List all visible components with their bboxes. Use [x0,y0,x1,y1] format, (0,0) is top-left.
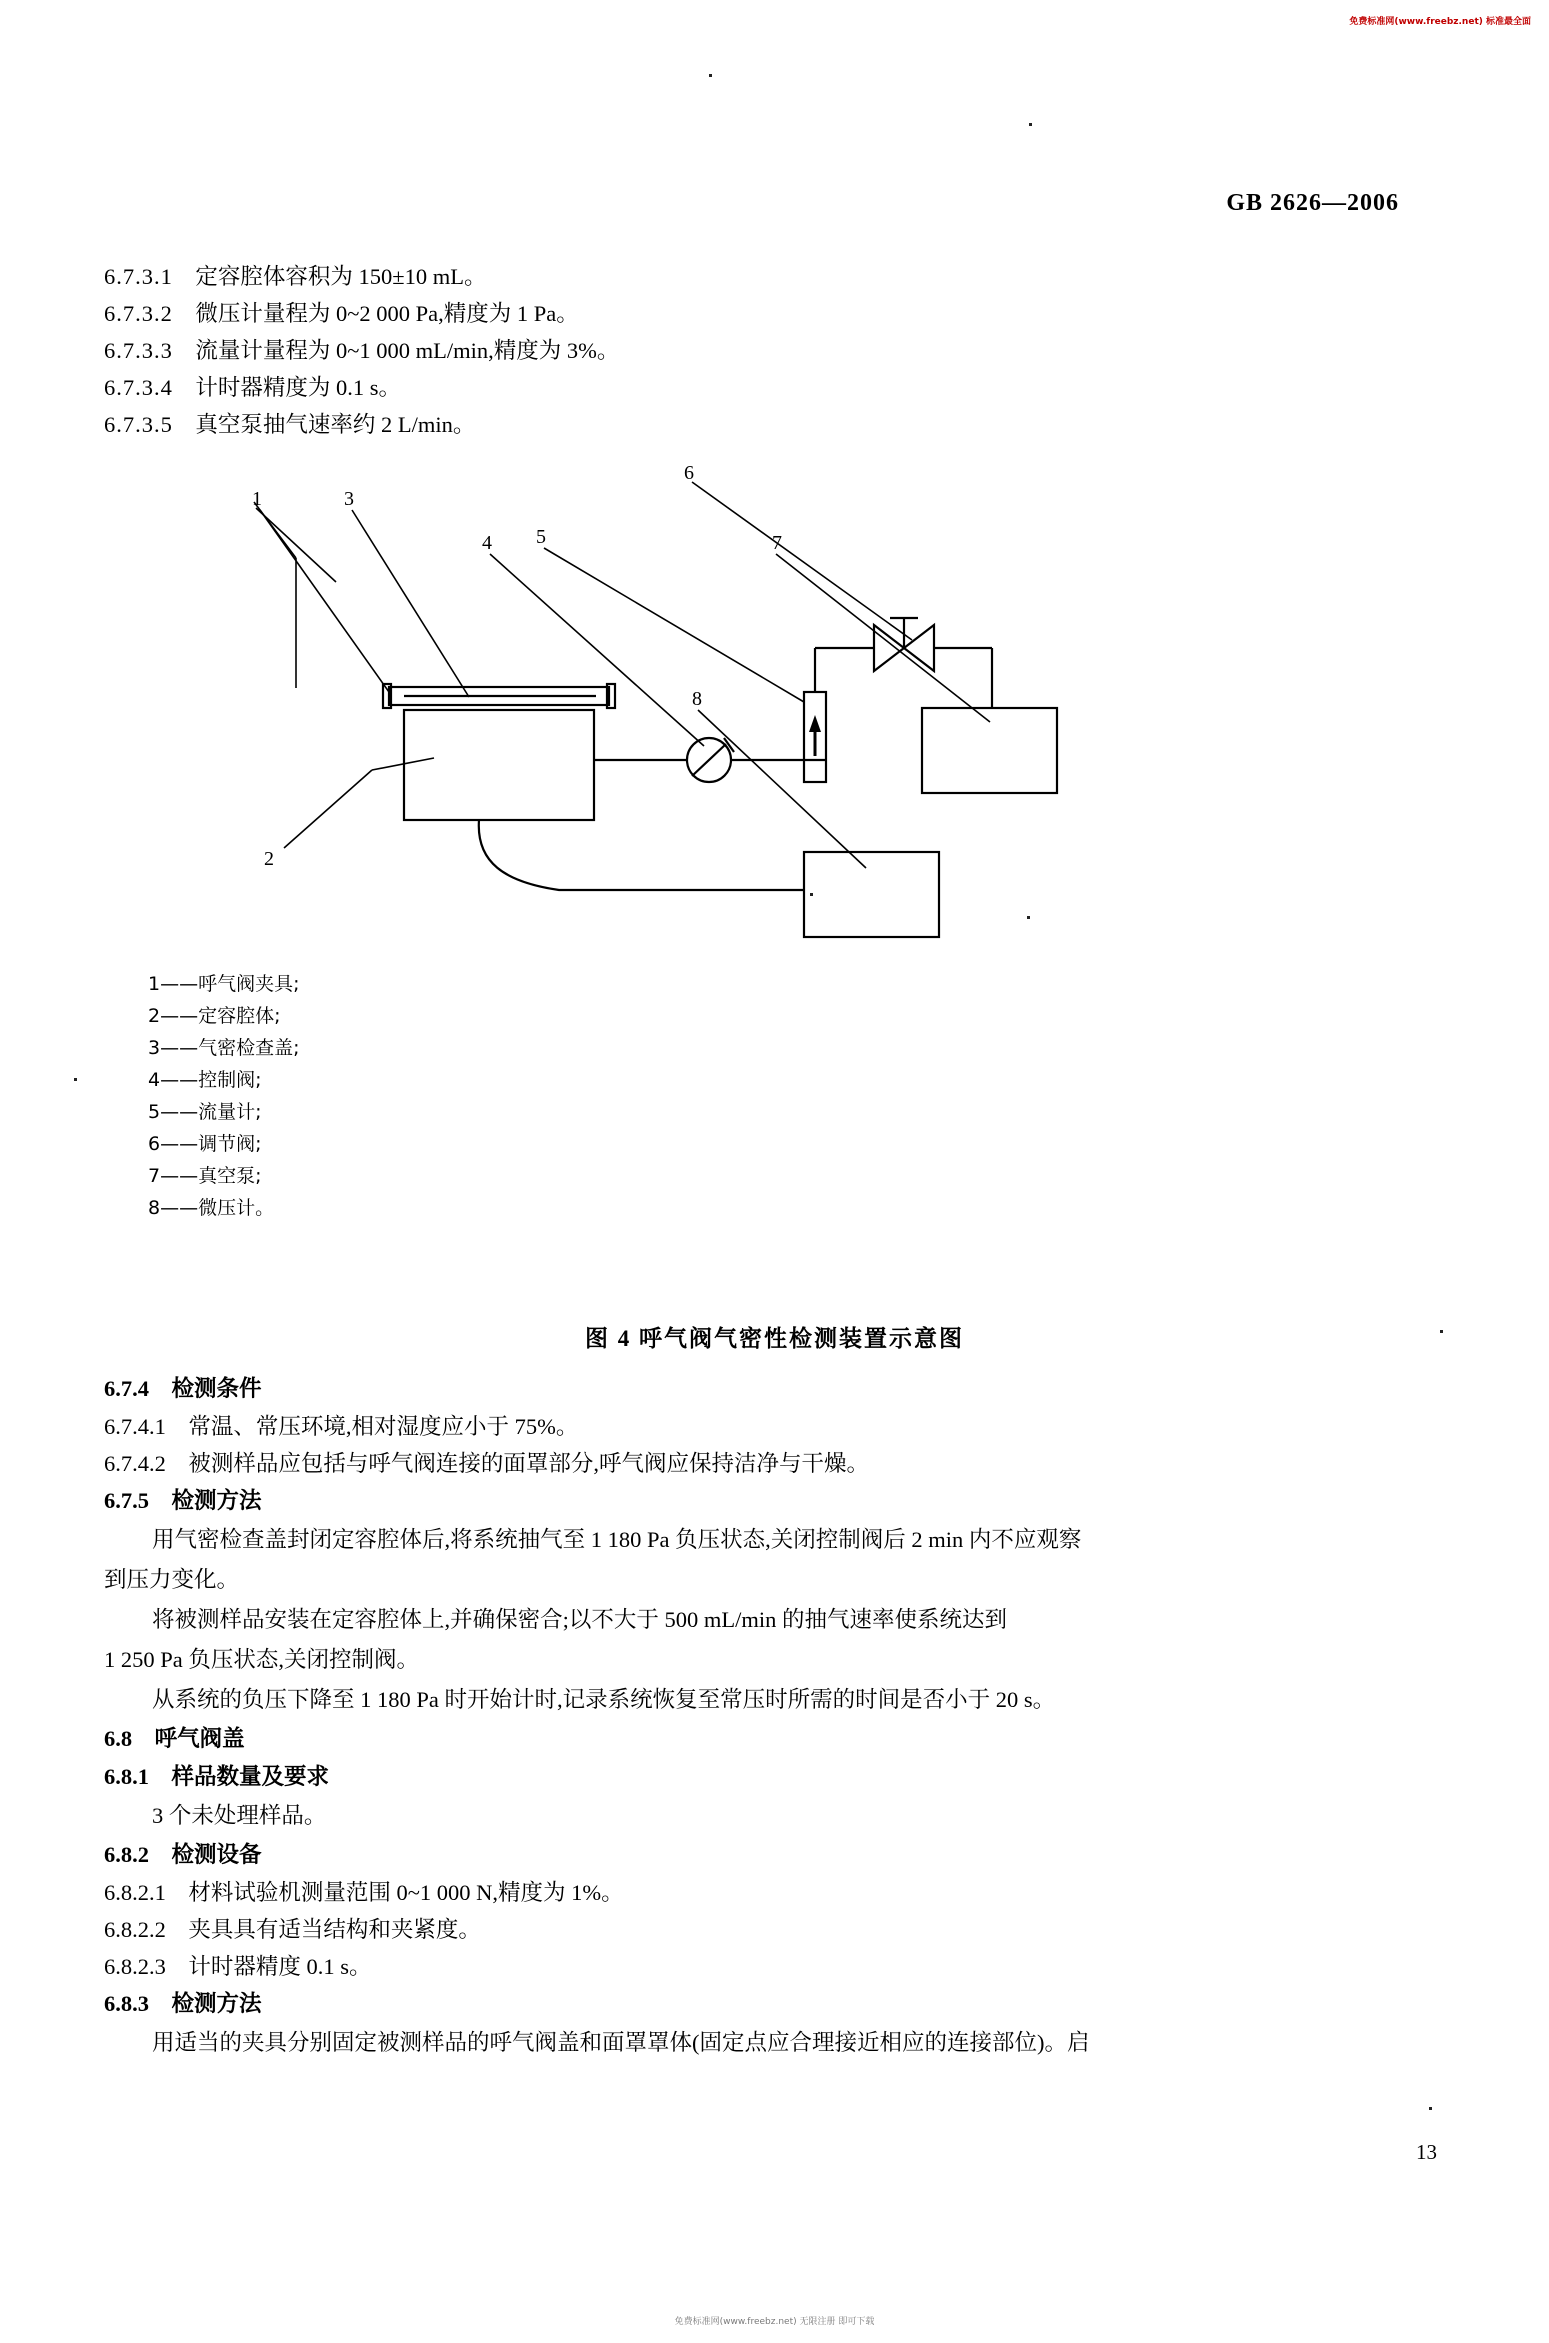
clause-line [104,406,1424,443]
clause-text: 被测样品应包括与呼气阀连接的面罩部分,呼气阀应保持洁净与干燥。 [188,1451,870,1476]
clause-line [104,332,1424,369]
clause-text: 计时器精度 0.1 s。 [188,1954,372,1979]
section-heading [104,1985,1434,2023]
figure-legend [148,968,300,1224]
paragraph-continuation: 1 250 Pa 负压状态,关闭控制阀。 [104,1647,420,1672]
section-title: 样品数量及要求 [171,1764,330,1789]
figure-callout-7: 7 [772,532,782,554]
legend-item: 3——气密检查盖; [148,1037,300,1059]
scan-speckle [1029,123,1032,126]
paragraph: 从系统的负压下降至 1 180 Pa 时开始计时,记录系统恢复至常压时所需的时间是否小于 20 s。 [152,1687,1056,1712]
clause-line [104,258,1424,295]
clause-line [104,1874,1434,1911]
clause-line [104,1408,1434,1445]
scan-speckle [1429,2107,1432,2110]
section-heading [104,1758,1434,1796]
scan-speckle [709,74,712,77]
clause-text: 微压计量程为 0~2 000 Pa,精度为 1 Pa。 [195,301,579,326]
paragraph: 3 个未处理样品。 [152,1803,327,1828]
clause-number: 6.8.2.3 [104,1954,166,1979]
clause-text: 流量计量程为 0~1 000 mL/min,精度为 3%。 [195,338,620,363]
section-number: 6.8.2 [104,1842,149,1867]
paragraph: 用适当的夹具分别固定被测样品的呼气阀盖和面罩罩体(固定点应合理接近相应的连接部位)。启 [152,2030,1090,2055]
figure-4-diagram [104,462,1424,970]
section-title: 检测方法 [171,1991,262,2016]
clause-line [104,1445,1434,1482]
clause-number: 6.7.4.1 [104,1414,166,1439]
watermark-top-text: 免费标准网(www.freebz.net) 标准最全面 [1349,17,1531,27]
section-heading [104,1370,1434,1408]
section-title: 检测条件 [171,1376,262,1401]
paragraph: 用气密检查盖封闭定容腔体后,将系统抽气至 1 180 Pa 负压状态,关闭控制阀后 2 min 内不应观察 [152,1527,1082,1552]
figure-callout-8: 8 [692,688,702,710]
clause-line [104,295,1424,332]
figure-callout-6: 6 [684,462,694,484]
page-number: 13 [1416,2140,1437,2164]
clause-line [104,1948,1434,1985]
legend-item: 1——呼气阀夹具; [148,973,300,995]
clauses-top-block [104,258,1424,443]
section-heading [104,1836,1434,1874]
standard-code-header: GB 2626—2006 [1226,190,1399,216]
clause-number: 6.7.3.1 [104,264,173,289]
clause-number: 6.7.4.2 [104,1451,166,1476]
legend-item: 4——控制阀; [148,1069,262,1091]
legend-item: 2——定容腔体; [148,1005,281,1027]
scan-speckle [74,1078,77,1081]
clause-text: 定容腔体容积为 150±10 mL。 [195,264,487,289]
figure-callout-3: 3 [344,488,354,510]
section-number: 6.8 [104,1726,133,1751]
paragraph: 将被测样品安装在定容腔体上,并确保密合;以不大于 500 mL/min 的抽气速率使系统达到 [152,1607,1008,1632]
figure-caption: 图 4 呼气阀气密性检测装置示意图 [585,1326,964,1351]
clause-number: 6.8.2.1 [104,1880,166,1905]
section-number: 6.7.5 [104,1488,149,1513]
legend-item: 7——真空泵; [148,1165,262,1187]
clause-number: 6.7.3.4 [104,375,173,400]
section-title: 检测设备 [171,1842,262,1867]
section-number: 6.7.4 [104,1376,149,1401]
clause-text: 真空泵抽气速率约 2 L/min。 [195,412,476,437]
section-number: 6.8.1 [104,1764,149,1789]
figure-4-svg [104,470,1424,970]
legend-item: 5——流量计; [148,1101,262,1123]
clause-text: 材料试验机测量范围 0~1 000 N,精度为 1%。 [188,1880,624,1905]
clause-number: 6.7.3.3 [104,338,173,363]
paragraph-continuation: 到压力变化。 [104,1567,240,1592]
clause-text: 夹具具有适当结构和夹紧度。 [188,1917,481,1942]
figure-callout-5: 5 [536,526,546,548]
figure-callout-4: 4 [482,532,492,554]
watermark-top [1349,14,1531,27]
watermark-bottom: 免费标准网(www.freebz.net) 无限注册 即可下载 [674,2317,875,2327]
clause-text: 常温、常压环境,相对湿度应小于 75%。 [188,1414,579,1439]
section-number: 6.8.3 [104,1991,149,2016]
figure-callout-1: 1 [252,488,262,510]
clause-line [104,369,1424,406]
section-title: 呼气阀盖 [154,1726,245,1751]
clause-line [104,1911,1434,1948]
clause-number: 6.7.3.5 [104,412,173,437]
figure-callout-2: 2 [264,848,274,870]
section-title: 检测方法 [171,1488,262,1513]
clause-number: 6.7.3.2 [104,301,173,326]
section-heading [104,1482,1434,1520]
legend-item: 6——调节阀; [148,1133,262,1155]
section-heading [104,1720,1434,1758]
legend-item: 8——微压计。 [148,1197,275,1219]
clause-text: 计时器精度为 0.1 s。 [195,375,402,400]
body-text-block [104,1370,1434,2063]
clause-number: 6.8.2.2 [104,1917,166,1942]
